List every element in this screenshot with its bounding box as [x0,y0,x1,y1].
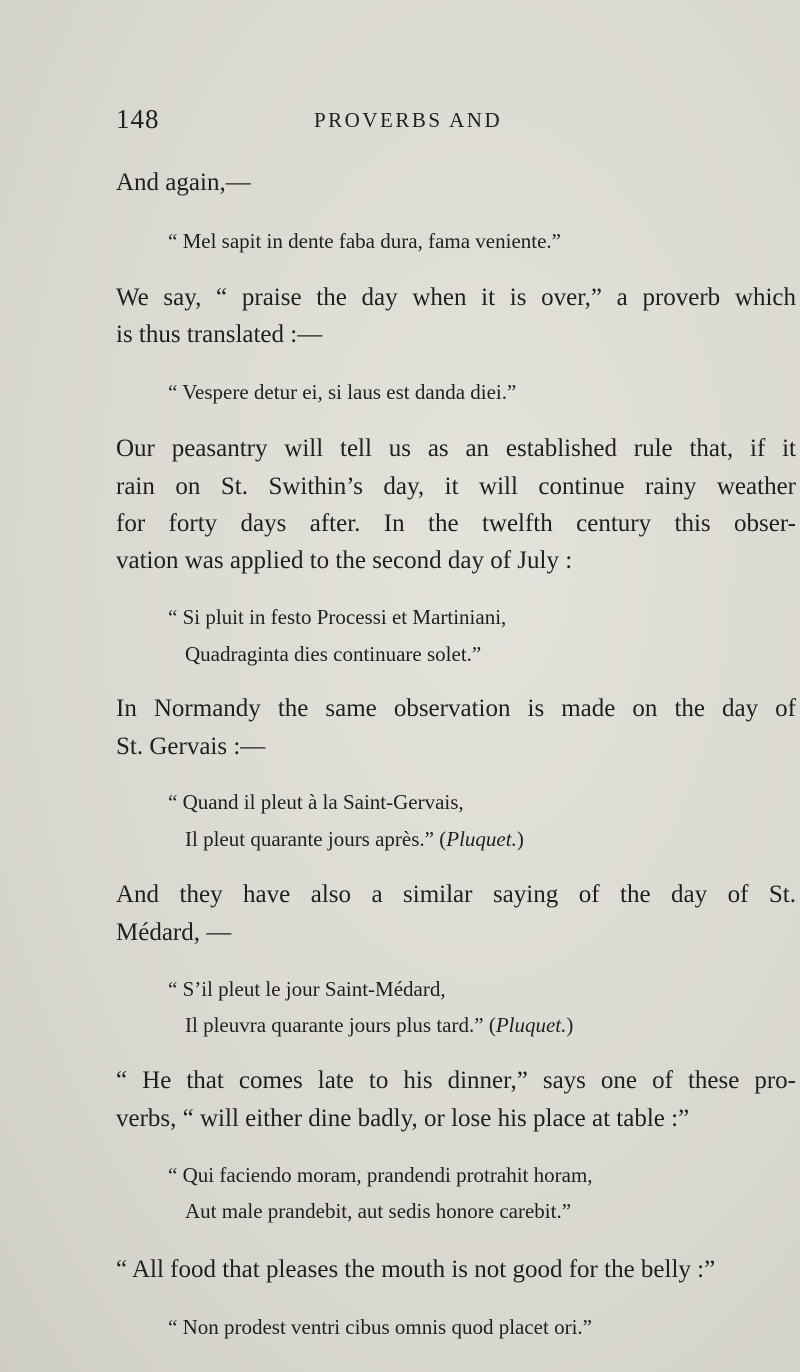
running-title: PROVERBS AND [314,108,503,132]
latin-verse-line: “ Si pluit in festo Processi et Martiniani, [168,605,507,629]
text-line: We say, “ praise the day when it is over,” a proverb which [116,284,796,311]
french-verse-line: Il pleuvra quarante jours plus tard.” (Pluquet.) [185,1013,574,1037]
latin-verse-line: Aut male prandebit, aut sedis honore carebit.” [185,1199,572,1223]
text-line: St. Gervais :— [116,733,266,760]
citation: Pluquet. [495,1013,567,1037]
french-verse-line: “ S’il pleut le jour Saint-Médard, [168,977,446,1001]
text-line: rain on St. Swithin’s day, it will continue rainy weather [116,473,796,500]
latin-proverb-line: “ Vespere detur ei, si laus est danda diei.” [168,380,517,404]
verse-text: Il pleut quarante jours après.” [185,827,434,851]
text-line: And they have also a similar saying of the day of St. [116,881,796,908]
latin-verse-line: Quadraginta dies continuare solet.” [185,642,482,666]
latin-proverb-line: “ Mel sapit in dente faba dura, fama veniente.” [168,229,561,253]
french-verse-line: “ Quand il pleut à la Saint-Gervais, [168,790,464,814]
latin-verse-line: “ Qui faciendo moram, prandendi protrahit horam, [168,1163,593,1187]
latin-proverb-line: “ Non prodest ventri cibus omnis quod placet ori.” [168,1315,592,1339]
text-line: for forty days after. In the twelfth century this obser- [116,510,796,537]
text-line: is thus translated :— [116,321,323,348]
french-verse-line: Il pleut quarante jours après.” (Pluquet.) [185,827,524,851]
text-line: vation was applied to the second day of July : [116,547,573,574]
running-head [116,104,756,136]
text-line: “ All food that pleases the mouth is not good for the belly :” [116,1256,716,1283]
text-line: In Normandy the same observation is made on the day of [116,695,796,722]
page-number: 148 [116,104,160,134]
citation: Pluquet. [446,827,517,851]
text-line: verbs, “ will either dine badly, or lose his place at table :” [116,1105,690,1132]
text-line: Médard, — [116,919,232,946]
verse-text: Il pleuvra quarante jours plus tard.” [185,1013,484,1037]
text-line: And again,— [116,169,251,196]
text-line: Our peasantry will tell us as an established rule that, if it [116,435,796,462]
text-line: “ He that comes late to his dinner,” says one of these pro- [116,1067,796,1094]
